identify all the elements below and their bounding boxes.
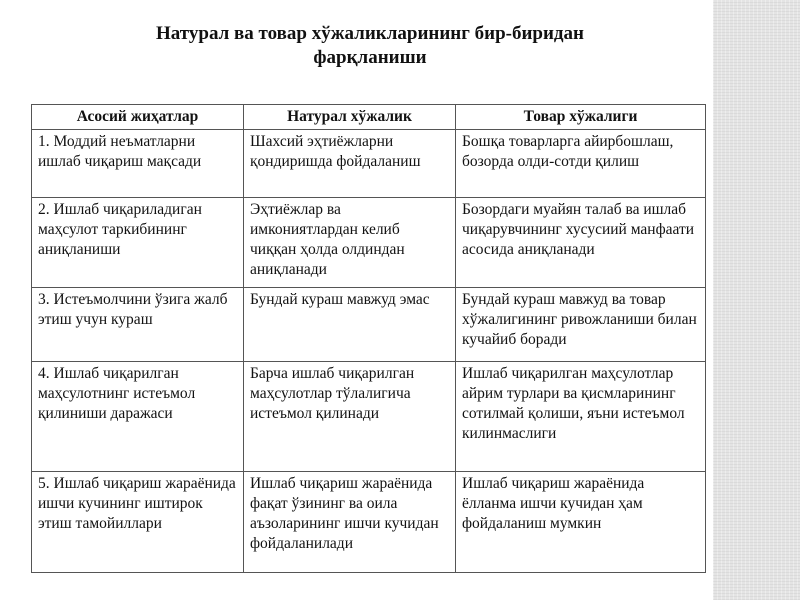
cell-commodity: Ишлаб чиқариш жараёнида ёлланма ишчи кучидан ҳам фойдаланиш мумкин	[456, 472, 706, 573]
cell-natural: Барча ишлаб чиқарилган маҳсулотлар тўлалигича истеъмол қилинади	[244, 362, 456, 472]
header-natural-economy: Натурал хўжалик	[244, 105, 456, 130]
comparison-table	[31, 104, 706, 573]
table-row	[32, 288, 706, 362]
cell-aspect: 3. Истеъмолчини ўзига жалб этиш учун кураш	[32, 288, 244, 362]
cell-commodity: Бошқа товарларга айирбошлаш, бозорда олди-сотди қилиш	[456, 130, 706, 198]
table-row	[32, 130, 706, 198]
cell-commodity: Бозордаги муайян талаб ва ишлаб чиқарувчининг хусусиий манфаати асосида аниқланади	[456, 198, 706, 288]
cell-aspect: 1. Моддий неъматларни ишлаб чиқариш мақсади	[32, 130, 244, 198]
cell-commodity: Бундай кураш мавжуд ва товар хўжалигининг ривожланиши билан кучайиб боради	[456, 288, 706, 362]
table-header-row	[32, 105, 706, 130]
cell-natural: Бундай кураш мавжуд эмас	[244, 288, 456, 362]
header-commodity-economy: Товар хўжалиги	[456, 105, 706, 130]
table-row	[32, 472, 706, 573]
title-line-1: Натурал ва товар хўжаликларининг бир-биридан	[156, 23, 584, 44]
title-line-2: фарқланиши	[313, 47, 427, 68]
cell-natural: Шахсий эҳтиёжларни қондиришда фойдаланиш	[244, 130, 456, 198]
cell-aspect: 4. Ишлаб чиқарилган маҳсулотнинг истеъмол қилиниши даражаси	[32, 362, 244, 472]
decorative-side-panel	[713, 0, 800, 600]
cell-aspect: 5. Ишлаб чиқариш жараёнида ишчи кучининг иштирок этиш тамойиллари	[32, 472, 244, 573]
cell-commodity: Ишлаб чиқарилган маҳсулотлар айрим турлари ва қисмларининг сотилмай қолиши, яъни истеъмол килинмаслиги	[456, 362, 706, 472]
cell-aspect: 2. Ишлаб чиқариладиган маҳсулот таркибининг аниқланиши	[32, 198, 244, 288]
header-aspects: Асосий жиҳатлар	[32, 105, 244, 130]
cell-natural: Эҳтиёжлар ва имкониятлардан келиб чиққан ҳолда олдиндан аниқланади	[244, 198, 456, 288]
cell-natural: Ишлаб чиқариш жараёнида фақат ўзининг ва оила аъзоларининг ишчи кучидан фойдаланилади	[244, 472, 456, 573]
table-row	[32, 198, 706, 288]
page-title	[30, 22, 710, 70]
table-row	[32, 362, 706, 472]
